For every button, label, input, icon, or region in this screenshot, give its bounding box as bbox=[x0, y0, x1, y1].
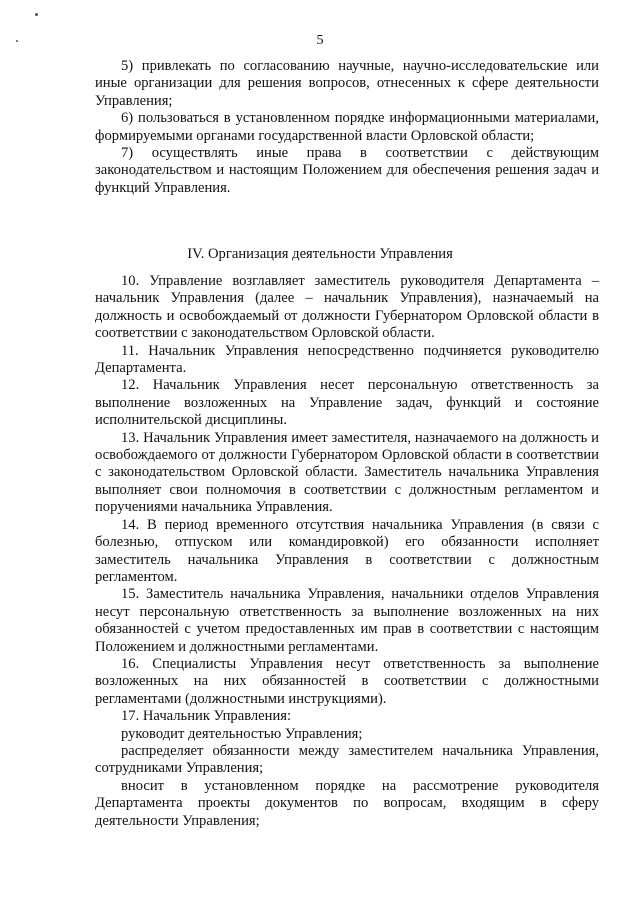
section-heading: IV. Организация деятельности Управления bbox=[187, 246, 453, 262]
paragraph: 12. Начальник Управления несет персональную ответственность за выполнение возложенных на Управление задач, функций и состояние исполнительской дисциплины. bbox=[95, 377, 599, 429]
paragraph: 11. Начальник Управления непосредственно подчиняется руководителю Департамента. bbox=[95, 342, 599, 377]
paragraph: 16. Специалисты Управления несут ответственность за выполнение возложенных на них обязанностей в соответствии с должностными регламентами (должностными инструкциями). bbox=[95, 655, 599, 707]
paragraph: руководит деятельностью Управления; bbox=[121, 725, 363, 742]
section-body bbox=[95, 273, 599, 830]
paragraph: 15. Заместитель начальника Управления, начальники отделов Управления несут персональную ответственность за выполнение возложенных на них обязанностей с учетом предоставленных им прав в соответствии с настоящим Положением и должностными регламентами. bbox=[95, 586, 599, 655]
scan-speck bbox=[35, 13, 38, 16]
rights-list bbox=[95, 58, 599, 197]
list-item: 6) пользоваться в установленном порядке информационными материалами, формируемыми органами государственной власти Орловской области; bbox=[95, 110, 599, 144]
page-number: 5 bbox=[316, 33, 324, 48]
list-item: 7) осуществлять иные права в соответствии с действующим законодательством и настоящим Положением для обеспечения решения задач и функций Управления. bbox=[95, 145, 599, 196]
paragraph: 17. Начальник Управления: bbox=[121, 708, 292, 725]
paragraph: 13. Начальник Управления имеет заместителя, назначаемого на должность и освобождаемого от должности Губернатором Орловской области в соответствии с законодательством Орловской области. Заместитель начальника Управления выполняет свои полномочия в соответствии с должностным регламентом и поручениями начальника Управления. bbox=[95, 429, 599, 516]
paragraph: 10. Управление возглавляет заместитель руководителя Департамента – начальник Управления (далее – начальник Управления), назначаемый на должность и освобождаемый от должности Губернатором Орловской области в соответствии с законодательством Орловской области. bbox=[95, 273, 599, 342]
paragraph: вносит в установленном порядке на рассмотрение руководителя Департамента проекты документов по вопросам, входящим в сферу деятельности Управления; bbox=[95, 777, 599, 829]
paragraph: 14. В период временного отсутствия начальника Управления (в связи с болезнью, отпуском или командировкой) его обязанности исполняет заместитель начальника Управления в соответствии с должностным регламентом. bbox=[95, 516, 599, 585]
list-item: 5) привлекать по согласованию научные, научно-исследовательские или иные организации для решения вопросов, отнесенных к сфере деятельности Управления; bbox=[95, 58, 599, 109]
paragraph: распределяет обязанности между заместителем начальника Управления, сотрудниками Управления; bbox=[95, 742, 599, 777]
